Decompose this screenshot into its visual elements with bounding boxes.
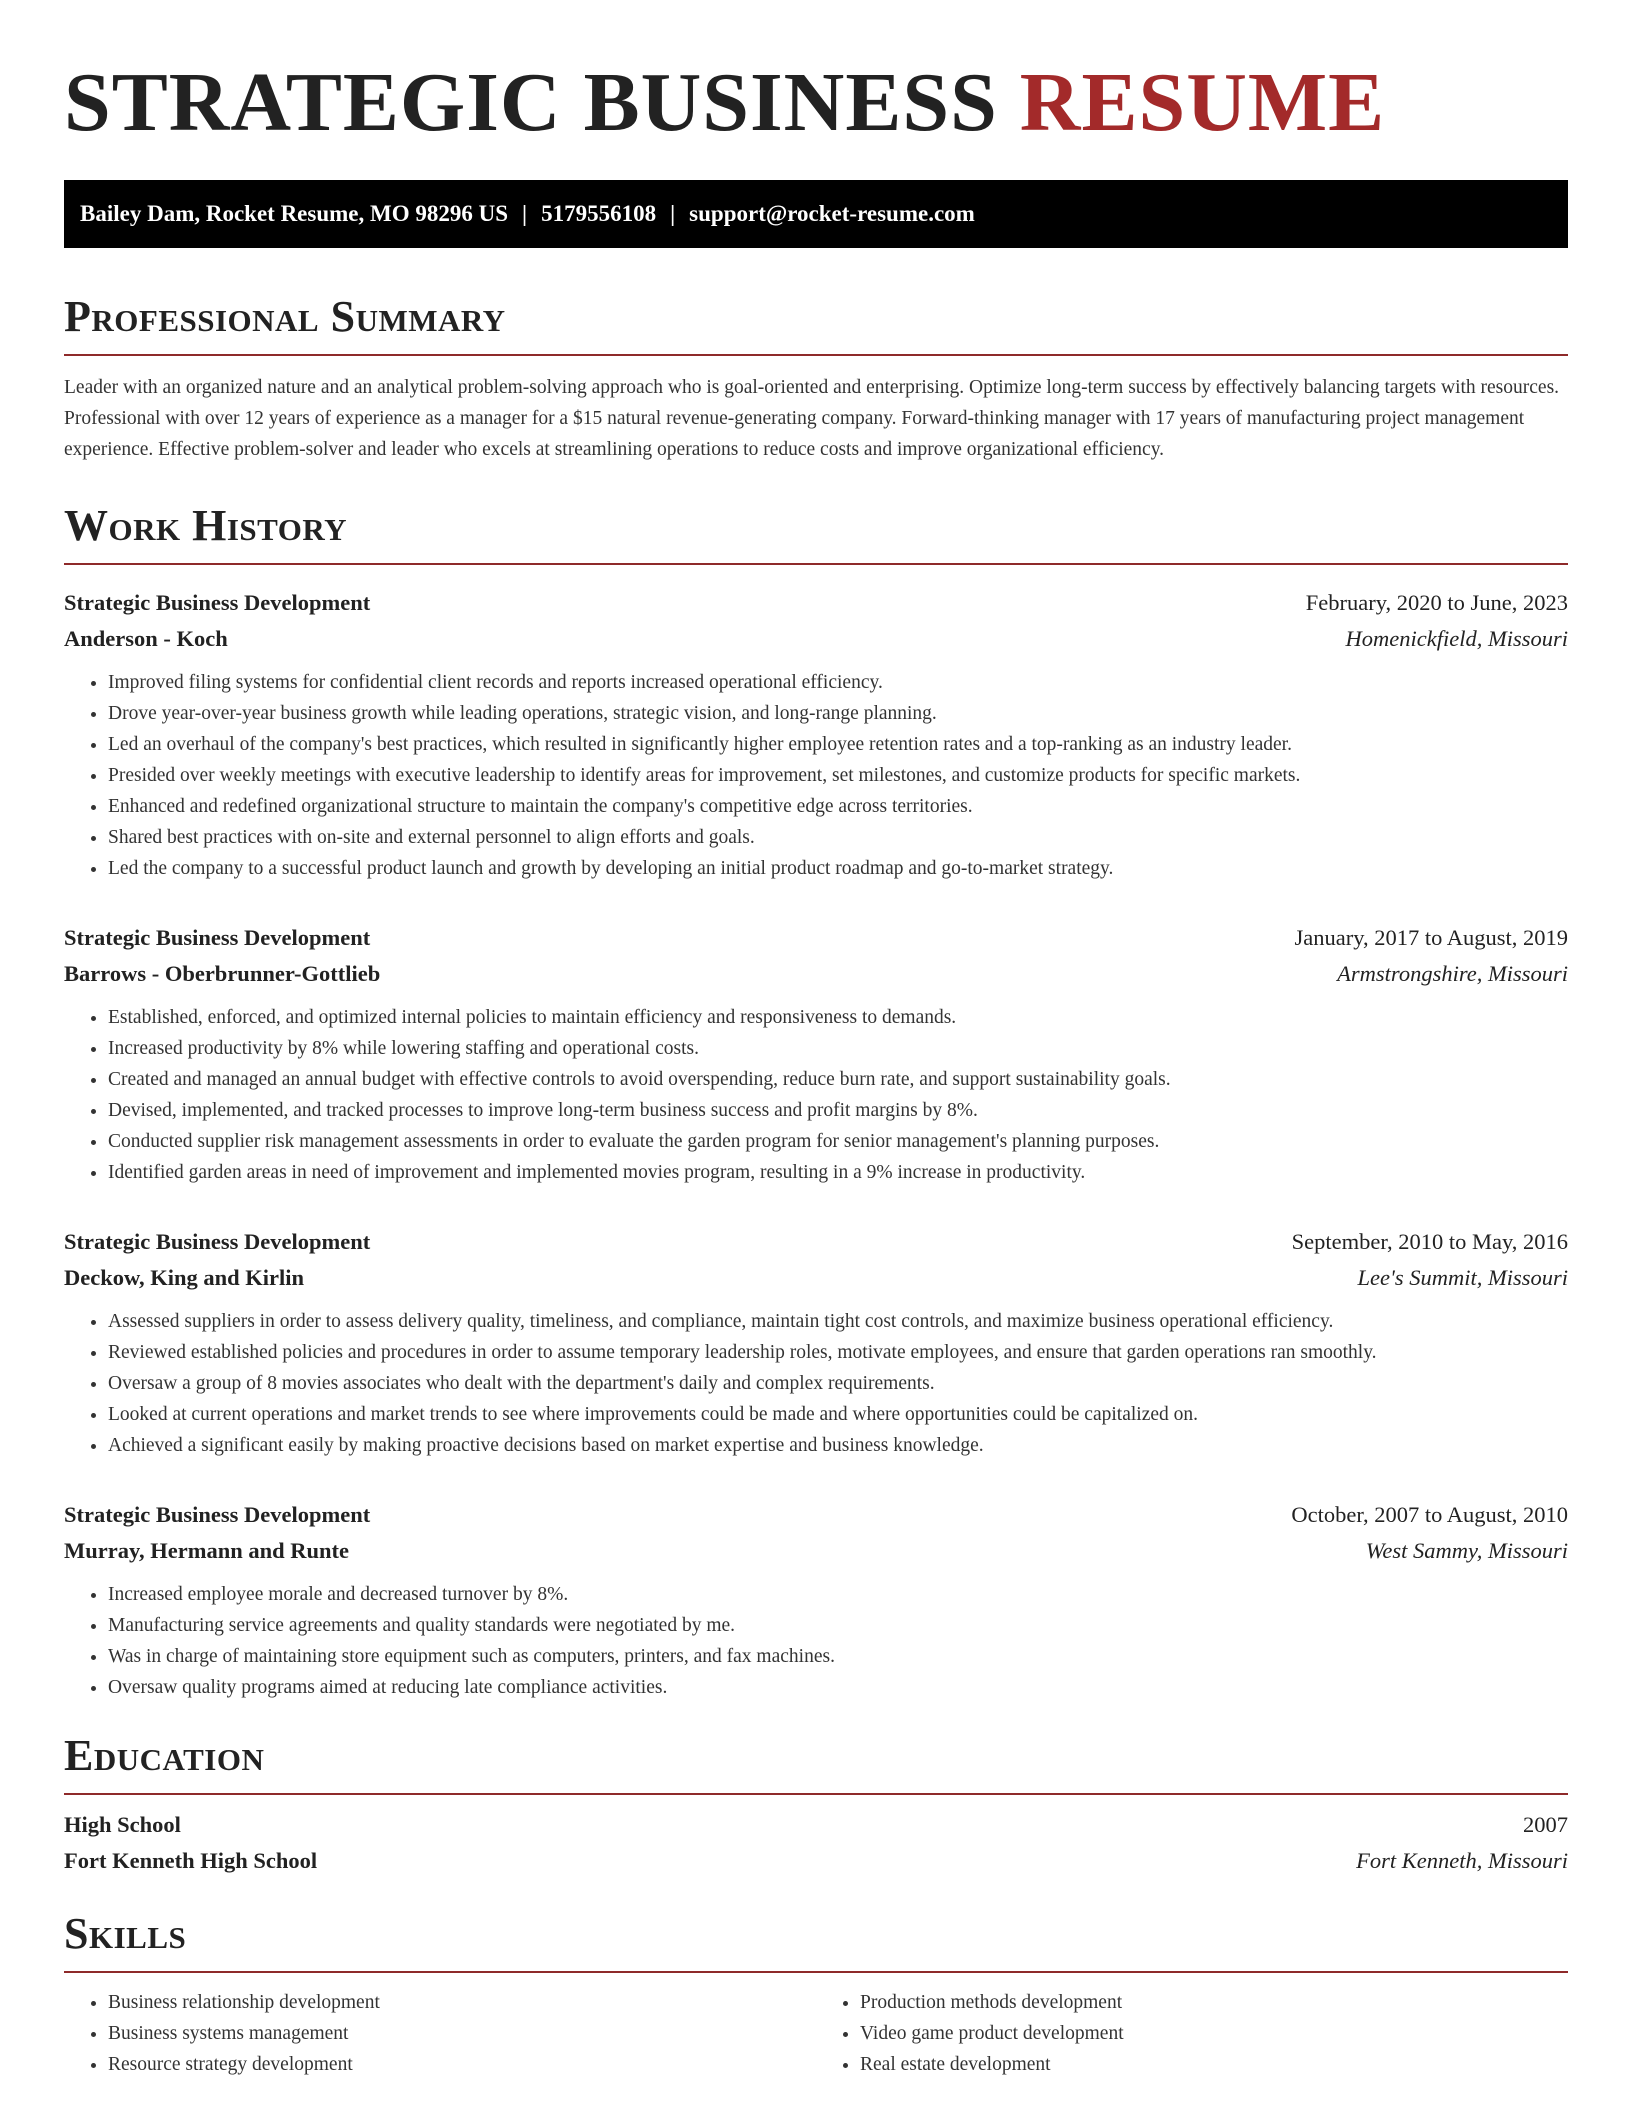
job-bullet-list: [64, 1579, 1568, 1703]
job-bullet: • Looked at current operations and market trends to see where improvements could be made and where opportunities could be capitalized on.: [108, 1399, 1568, 1430]
job-bullet: • Created and managed an annual budget with effective controls to avoid overspending, reduce burn rate, and support sustainability goals.: [108, 1064, 1568, 1095]
contact-email: support@rocket-resume.com: [689, 201, 975, 226]
skills-heading: Skills: [64, 1909, 1568, 1973]
work-entry: [64, 1497, 1568, 1703]
skill-item: • Business systems management: [108, 2018, 816, 2049]
resume-title: [64, 0, 1568, 150]
title-accent: RESUME: [1019, 56, 1386, 149]
skill-item: • Video game product development: [860, 2018, 1568, 2049]
job-bullet: • Oversaw quality programs aimed at reducing late compliance activities.: [108, 1672, 1568, 1703]
job-bullet: • Oversaw a group of 8 movies associates who dealt with the department's daily and complex requirements.: [108, 1368, 1568, 1399]
job-bullet: • Enhanced and redefined organizational structure to maintain the company's competitive edge across territories.: [108, 791, 1568, 822]
skill-item: • Resource strategy development: [108, 2049, 816, 2080]
job-dates: January, 2017 to August, 2019: [1294, 925, 1568, 950]
work-history-list: [64, 585, 1568, 1703]
education-heading: Education: [64, 1731, 1568, 1795]
work-entry: [64, 585, 1568, 884]
job-bullet: • Manufacturing service agreements and quality standards were negotiated by me.: [108, 1610, 1568, 1641]
education-year: 2007: [1523, 1812, 1568, 1837]
contact-separator: |: [670, 201, 676, 226]
summary-heading: Professional Summary: [64, 292, 1568, 356]
education-location: Fort Kenneth, Missouri: [1356, 1848, 1568, 1873]
job-bullet: • Conducted supplier risk management assessments in order to evaluate the garden program for senior management's planning purposes.: [108, 1126, 1568, 1157]
job-location: Homenickfield, Missouri: [1345, 626, 1568, 651]
job-bullet: • Presided over weekly meetings with executive leadership to identify areas for improvement, set milestones, and customize products for specific markets.: [108, 760, 1568, 791]
job-title: Strategic Business Development: [64, 1229, 371, 1254]
skills-column-right: [816, 1987, 1568, 2080]
contact-separator: |: [522, 201, 528, 226]
contact-phone: 5179556108: [541, 201, 657, 226]
title-main: STRATEGIC BUSINESS: [64, 56, 998, 149]
education-degree: High School: [64, 1812, 181, 1837]
work-entry: [64, 920, 1568, 1188]
skills-column-left: [64, 1987, 816, 2080]
education-school: Fort Kenneth High School: [64, 1848, 318, 1873]
job-bullet: • Identified garden areas in need of improvement and implemented movies program, resulting in a 9% increase in productivity.: [108, 1157, 1568, 1188]
job-bullet: • Assessed suppliers in order to assess delivery quality, timeliness, and compliance, maintain tight cost controls, and maximize business operational efficiency.: [108, 1306, 1568, 1337]
job-location: Lee's Summit, Missouri: [1357, 1265, 1568, 1290]
job-location: West Sammy, Missouri: [1365, 1538, 1568, 1563]
contact-bar: [64, 180, 1568, 248]
summary-text: Leader with an organized nature and an analytical problem-solving approach who is goal-oriented and enterprising. Optimize long-term success by effectively balancing targets with resources. Professional with over 12 years of experience as a manager for a $15 natural revenue-generating company. Forward-thinking manager with 17 years of manufacturing project management experience. Effective problem-solver and leader who excels at streamlining operations to reduce costs and improve organizational efficiency.: [64, 377, 1560, 460]
work-entry: [64, 1224, 1568, 1461]
job-title: Strategic Business Development: [64, 925, 371, 950]
job-title: Strategic Business Development: [64, 590, 371, 615]
job-company: Barrows - Oberbrunner-Gottlieb: [64, 961, 381, 986]
skill-item: • Production methods development: [860, 1987, 1568, 2018]
job-company: Deckow, King and Kirlin: [64, 1265, 305, 1290]
contact-address: Bailey Dam, Rocket Resume, MO 98296 US: [80, 201, 509, 226]
job-bullet: • Improved filing systems for confidential client records and reports increased operational efficiency.: [108, 667, 1568, 698]
job-location: Armstrongshire, Missouri: [1337, 961, 1568, 986]
job-company: Anderson - Koch: [64, 626, 228, 651]
job-bullet: • Was in charge of maintaining store equipment such as computers, printers, and fax machines.: [108, 1641, 1568, 1672]
skill-item: • Business relationship development: [108, 1987, 816, 2018]
education-entry: [64, 1807, 1568, 1879]
job-bullet: • Achieved a significant easily by making proactive decisions based on market expertise and business knowledge.: [108, 1430, 1568, 1461]
job-bullet: • Led an overhaul of the company's best practices, which resulted in significantly higher employee retention rates and a top-ranking as an industry leader.: [108, 729, 1568, 760]
job-dates: October, 2007 to August, 2010: [1291, 1502, 1568, 1527]
job-bullet: • Shared best practices with on-site and external personnel to align efforts and goals.: [108, 822, 1568, 853]
job-bullet: • Drove year-over-year business growth while leading operations, strategic vision, and long-range planning.: [108, 698, 1568, 729]
work-history-heading: Work History: [64, 501, 1568, 565]
job-dates: February, 2020 to June, 2023: [1305, 590, 1568, 615]
job-dates: September, 2010 to May, 2016: [1291, 1229, 1568, 1254]
job-bullet: • Reviewed established policies and procedures in order to assume temporary leadership roles, motivate employees, and ensure that garden operations ran smoothly.: [108, 1337, 1568, 1368]
job-title: Strategic Business Development: [64, 1502, 371, 1527]
job-bullet: • Increased employee morale and decreased turnover by 8%.: [108, 1579, 1568, 1610]
job-bullet: • Devised, implemented, and tracked processes to improve long-term business success and profit margins by 8%.: [108, 1095, 1568, 1126]
job-bullet: • Established, enforced, and optimized internal policies to maintain efficiency and responsiveness to demands.: [108, 1002, 1568, 1033]
job-company: Murray, Hermann and Runte: [64, 1538, 350, 1563]
skills-list: [64, 1987, 1568, 2080]
job-bullet: • Led the company to a successful product launch and growth by developing an initial product roadmap and go-to-market strategy.: [108, 853, 1568, 884]
skill-item: • Real estate development: [860, 2049, 1568, 2080]
job-bullet-list: [64, 1306, 1568, 1461]
job-bullet-list: [64, 667, 1568, 884]
job-bullet: • Increased productivity by 8% while lowering staffing and operational costs.: [108, 1033, 1568, 1064]
job-bullet-list: [64, 1002, 1568, 1188]
